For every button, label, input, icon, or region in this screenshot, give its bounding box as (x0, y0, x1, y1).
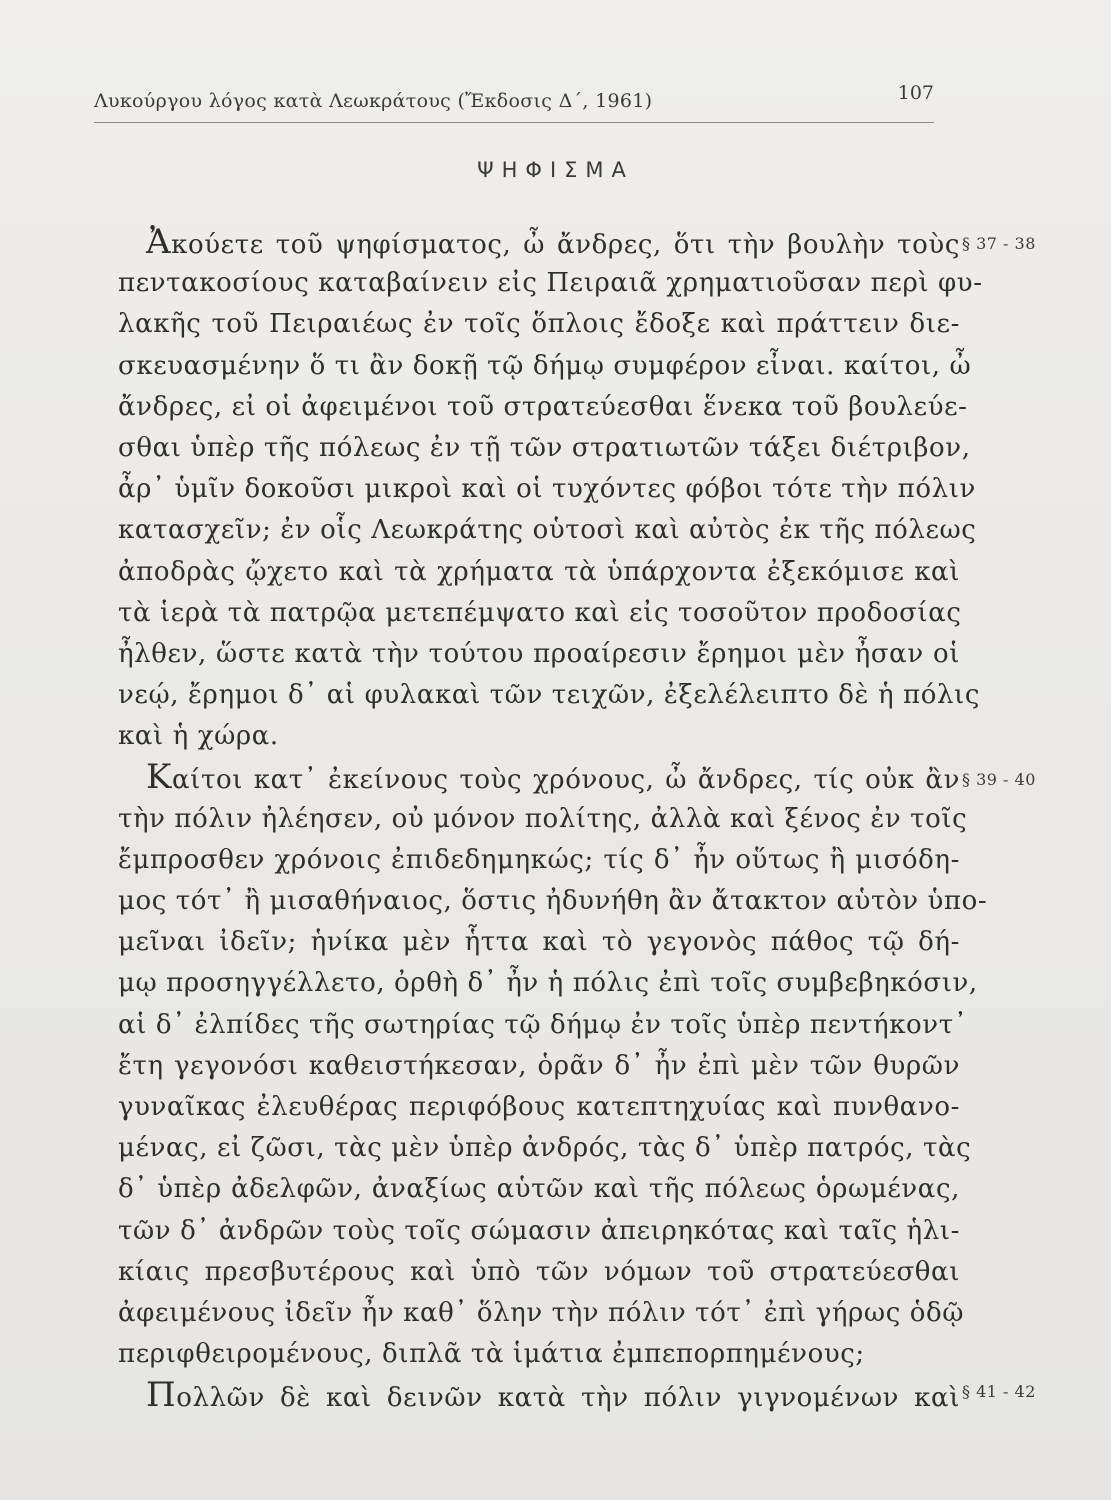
text-line: μένας, εἰ ζῶσι, τὰς μὲν ὑπὲρ ἀνδρός, τὰς δ᾽ ὑπὲρ πατρός, τὰς (118, 1133, 972, 1164)
text-line: μῳ προσηγγέλλετο, ὀρθὴ δ᾽ ἦν ἡ πόλις ἐπὶ τοῖς συμβεβηκόσιν, (118, 968, 978, 999)
text-line: ἄνδρες, εἰ οἱ ἀφειμένοι τοῦ στρατεύεσθαι ἕνεκα τοῦ βουλεύε- (118, 391, 968, 422)
text-line: τὴν πόλιν ἠλέησεν, οὐ μόνον πολίτης, ἀλλὰ καὶ ξένος ἐν τοῖς (118, 803, 968, 834)
text-line: σκευασμένην ὅ τι ἂν δοκῇ τῷ δήμῳ συμφέρον εἶναι. καίτοι, ὦ (118, 350, 972, 381)
text-line: λακῆς τοῦ Πειραιέως ἐν τοῖς ὅπλοις ἔδοξε καὶ πράττειν διε- (118, 309, 960, 340)
text-line: μος τότ᾽ ἢ μισαθήναιος, ὅστις ἠδυνήθη ἂν ἄτακτον αὑτὸν ὑπο- (118, 886, 988, 916)
text-line: ἀφειμένους ἰδεῖν ἦν καθ᾽ ὅλην τὴν πόλιν τότ᾽ ἐπὶ γήρως ὁδῷ (118, 1297, 965, 1328)
text-line: τῶν δ᾽ ἀνδρῶν τοὺς τοῖς σώμασιν ἀπειρηκότας καὶ ταῖς ἡλι- (118, 1215, 960, 1246)
text-line: νεῴ, ἔρημοι δ᾽ αἱ φυλακαὶ τῶν τειχῶν, ἐξελέλειπτο δὲ ἡ πόλις (118, 680, 980, 711)
text-line: δ᾽ ὑπὲρ ἀδελφῶν, ἀναξίως αὑτῶν καὶ τῆς πόλεως ὁρωμένας, (118, 1174, 960, 1205)
text-line: σθαι ὑπὲρ τῆς πόλεως ἐν τῇ τῶν στρατιωτῶν τάξει διέτριβον, (118, 432, 971, 463)
margin-note-section-39-40: § 39 - 40 (962, 770, 1036, 789)
text-line: τὰ ἱερὰ τὰ πατρῷα μετεπέμψατο καὶ εἰς τοσοῦτον προδοσίας (118, 597, 962, 628)
text-line: αἱ δ᾽ ἐλπίδες τῆς σωτηρίας τῷ δήμῳ ἐν τοῖς ὑπὲρ πεντήκοντ᾽ (118, 1009, 968, 1040)
text-line: κίαις πρεσβυτέρους καὶ ὑπὸ τῶν νόμων τοῦ στρατεύεσθαι (118, 1256, 960, 1287)
text-line: ἦλθεν, ὥστε κατὰ τὴν τούτου προαίρεσιν ἔρημοι μὲν ἦσαν οἱ (118, 638, 960, 669)
page-number: 107 (897, 82, 934, 104)
margin-note-section-37-38: § 37 - 38 (962, 234, 1036, 253)
text-line: ἔτη γεγονόσι καθειστήκεσαν, ὁρᾶν δ᾽ ἦν ἐπὶ μὲν τῶν θυρῶν (118, 1050, 960, 1081)
body-text (118, 222, 988, 1416)
text-line: ἀποδρὰς ᾤχετο καὶ τὰ χρήματα τὰ ὑπάρχοντα ἐξεκόμισε καὶ (118, 556, 960, 587)
text-line: Ἀκούετε τοῦ ψηφίσματος, ὦ ἄνδρες, ὅτι τὴν βουλὴν τοὺς (146, 222, 960, 262)
text-line: Πολλῶν δὲ καὶ δεινῶν κατὰ τὴν πόλιν γιγνομένων καὶ (146, 1375, 960, 1416)
text-line: κατασχεῖν; ἐν οἷς Λεωκράτης οὑτοσὶ καὶ αὐτὸς ἐκ τῆς πόλεως (118, 515, 977, 546)
text-line: ἔμπροσθεν χρόνοις ἐπιδεδημηκώς; τίς δ᾽ ἦν οὕτως ἢ μισόδη- (118, 844, 960, 875)
text-line: καὶ ἡ χώρα. (118, 721, 279, 752)
text-line: περιφθειρομένους, διπλᾶ τὰ ἱμάτια ἐμπεπορπημένους; (118, 1339, 865, 1370)
text-line: Καίτοι κατ᾽ ἐκείνους τοὺς χρόνους, ὦ ἄνδρες, τίς οὐκ ἂν (146, 757, 960, 798)
text-line: ἆρ᾽ ὑμῖν δοκοῦσι μικροὶ καὶ οἱ τυχόντες φόβοι τότε τὴν πόλιν (118, 474, 976, 505)
margin-note-section-41-42: § 41 - 42 (962, 1382, 1036, 1401)
text-line: μεῖναι ἰδεῖν; ἡνίκα μὲν ἧττα καὶ τὸ γεγονὸς πάθος τῷ δή- (118, 927, 960, 958)
running-title: Λυκούργου λόγος κατὰ Λεωκράτους (Ἔκδοσις Δ΄, 1961) (94, 90, 653, 112)
running-header (94, 82, 934, 123)
text-line: γυναῖκας ἐλευθέρας περιφόβους κατεπτηχυίας καὶ πυνθανο- (118, 1091, 960, 1122)
section-heading: ΨΗΦΙΣΜΑ (477, 158, 634, 182)
text-line: πεντακοσίους καταβαίνειν εἰς Πειραιᾶ χρηματιοῦσαν περὶ φυ- (118, 268, 983, 299)
